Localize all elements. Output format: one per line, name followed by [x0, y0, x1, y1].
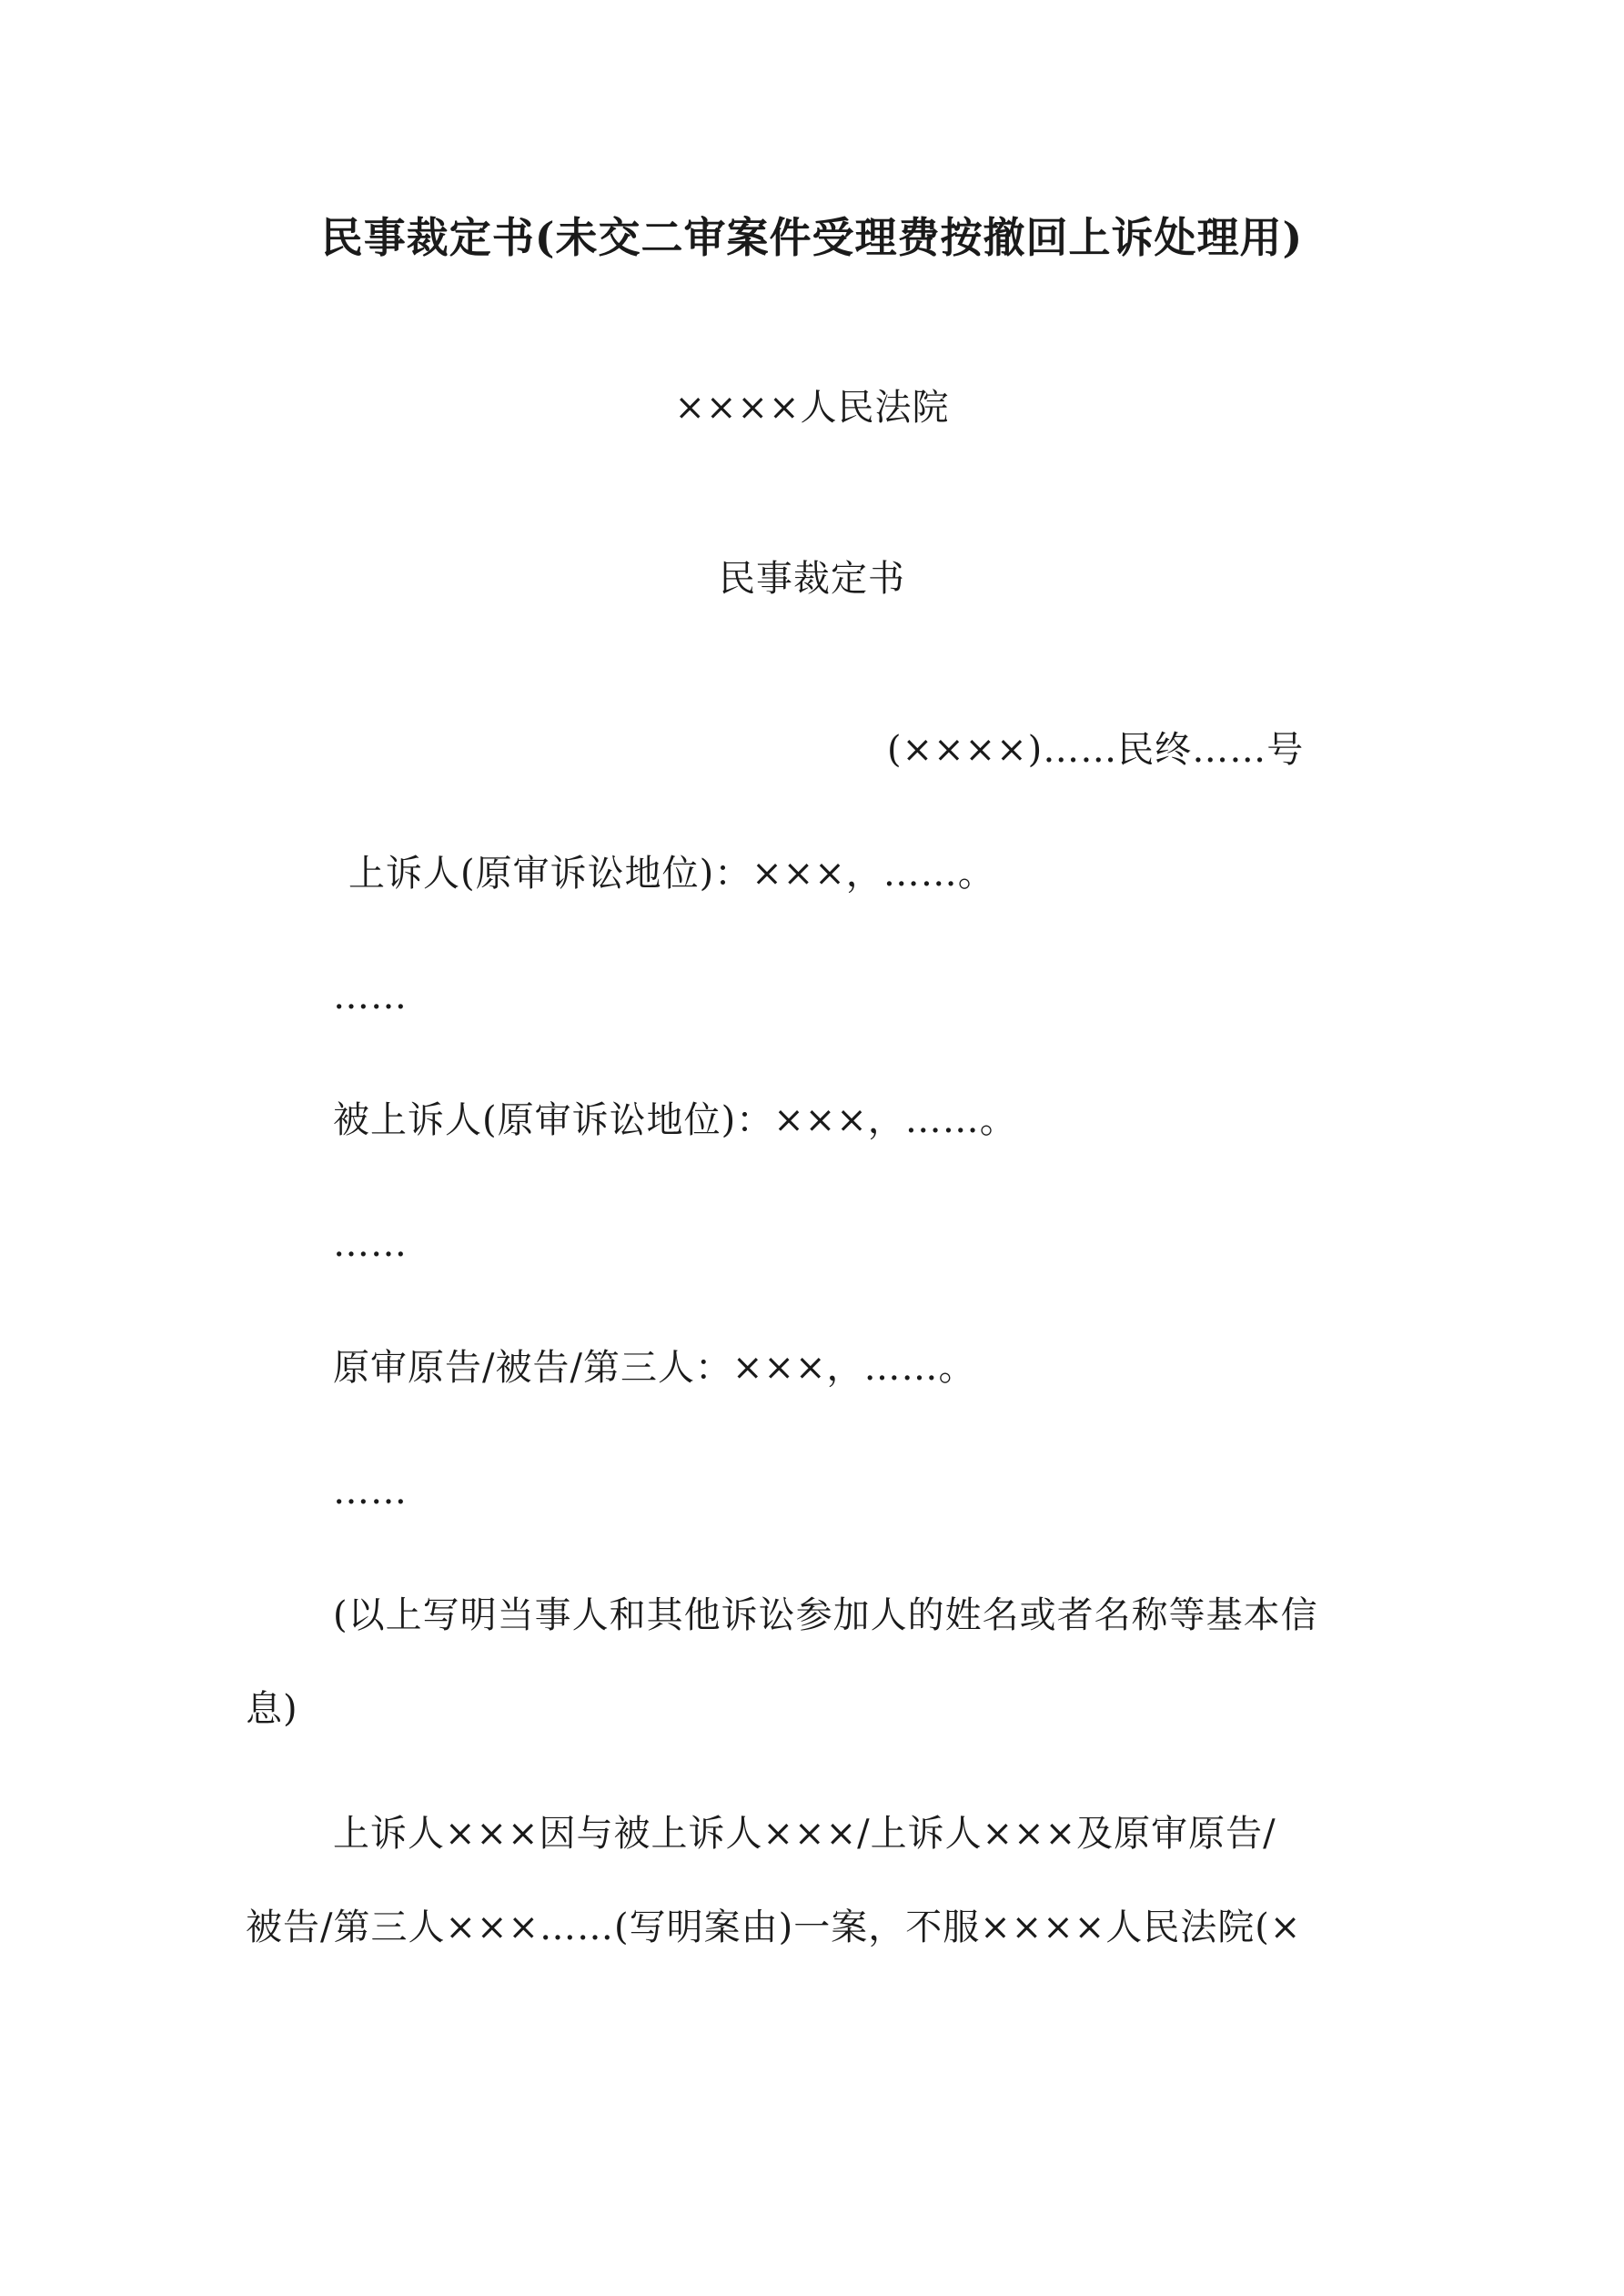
document-type: 民事裁定书	[719, 558, 905, 600]
appellee-ellipsis: ……	[333, 1223, 408, 1265]
body-paragraph-line-1: 上诉人×××因与被上诉人×××/上诉人×××及原审原告/	[333, 1813, 1276, 1855]
appellee-line: 被上诉人(原审诉讼地位)：×××，……。	[333, 1099, 1017, 1141]
original-party-line: 原审原告/被告/第三人：×××，……。	[333, 1347, 976, 1389]
appellant-line: 上诉人(原审诉讼地位)：×××，……。	[348, 853, 995, 895]
original-party-ellipsis: ……	[333, 1471, 408, 1512]
case-number: (××××)……民终……号	[887, 729, 1305, 771]
party-info-note-line-2: 息)	[246, 1688, 298, 1730]
body-paragraph-line-2: 被告/第三人×××……(写明案由)一案，不服××××人民法院(×	[246, 1907, 1302, 1948]
party-info-note-line-1: (以上写明当事人和其他诉讼参加人的姓名或者名称等基本信	[333, 1594, 1318, 1636]
appellant-ellipsis: ……	[333, 976, 408, 1017]
document-title: 民事裁定书(未交二审案件受理费按撤回上诉处理用)	[320, 213, 1304, 262]
court-name: ××××人民法院	[674, 387, 950, 429]
